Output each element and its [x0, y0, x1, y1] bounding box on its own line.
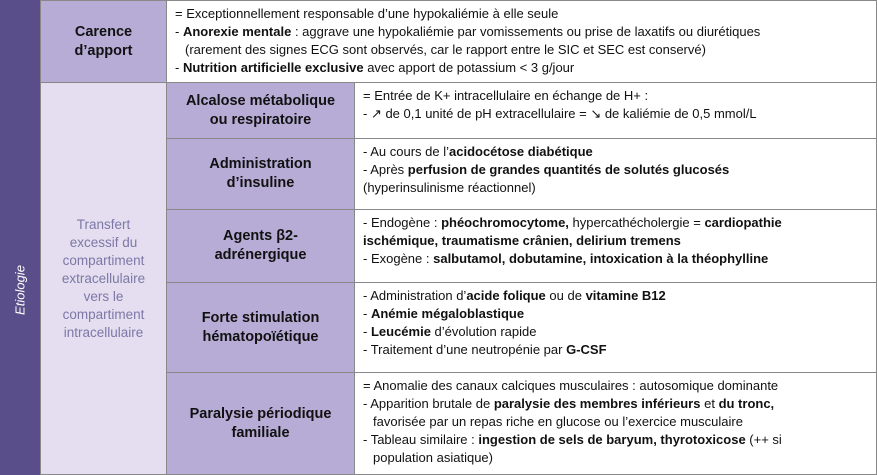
category-alcalose: Alcalose métabolique ou respiratoire — [166, 82, 355, 139]
desc-line: - Anorexie mentale : aggrave une hypokaliémie par vomissements ou prise de laxatifs ou diurétiques — [175, 24, 761, 39]
category-title-l1: Carence — [74, 23, 133, 40]
description-insuline: - Au cours de l’acidocétose diabétique - Après perfusion de grandes quantités de solutés glucosés (hyperinsulinisme réactionnel) — [354, 138, 877, 210]
category-carence — [40, 0, 167, 83]
description-stimulation: - Administration d’acide folique ou de vitamine B12 - Anémie mégaloblastique - Leucémie d’évolution rapide - Traitement d’une neutropénie par G-CSF — [354, 282, 877, 373]
description-alcalose: = Entrée de K+ intracellulaire en échange de H+ : - ↗ de 0,1 unité de pH extracellulaire = ↘ de kaliémie de 0,5 mmol/L — [354, 82, 877, 139]
description-agents-beta2: - Endogène : phéochromocytome, hypercathécholergie = cardiopathie ischémique, traumatisme crânien, delirium tremens - Exogène : salbutamol, dobutamine, intoxication à la théophylline — [354, 209, 877, 283]
side-label: Etiologie — [12, 265, 28, 315]
desc-line: (rarement des signes ECG sont observés, car le rapport entre le SIC et SEC est conservé) — [185, 42, 706, 57]
description-paralysie: = Anomalie des canaux calciques musculaires : autosomique dominante - Apparition brutale de paralysie des membres inférieurs et du tronc, favorisée par un repas riche en glucose ou l’exercice musculaire - Tableau similaire : ingestion de sels de baryum, thyrotoxicose (++ si population asiatique) — [354, 372, 877, 475]
desc-line: = Exceptionnellement responsable d’une hypokaliémie à elle seule — [175, 6, 559, 21]
mechanism-transfert: Transfert excessif du compartiment extracellulaire vers le compartiment intracellulaire — [40, 82, 167, 475]
side-band — [0, 0, 40, 475]
category-insuline: Administration d’insuline — [166, 138, 355, 210]
category-stimulation: Forte stimulation hématopoïétique — [166, 282, 355, 373]
category-paralysie: Paralysie périodique familiale — [166, 372, 355, 475]
description-carence — [166, 0, 877, 83]
category-agents-beta2: Agents β2- adrénergique — [166, 209, 355, 283]
desc-line: - Nutrition artificielle exclusive avec apport de potassium < 3 g/jour — [175, 60, 575, 75]
category-title-l2: d’apport — [74, 42, 133, 59]
